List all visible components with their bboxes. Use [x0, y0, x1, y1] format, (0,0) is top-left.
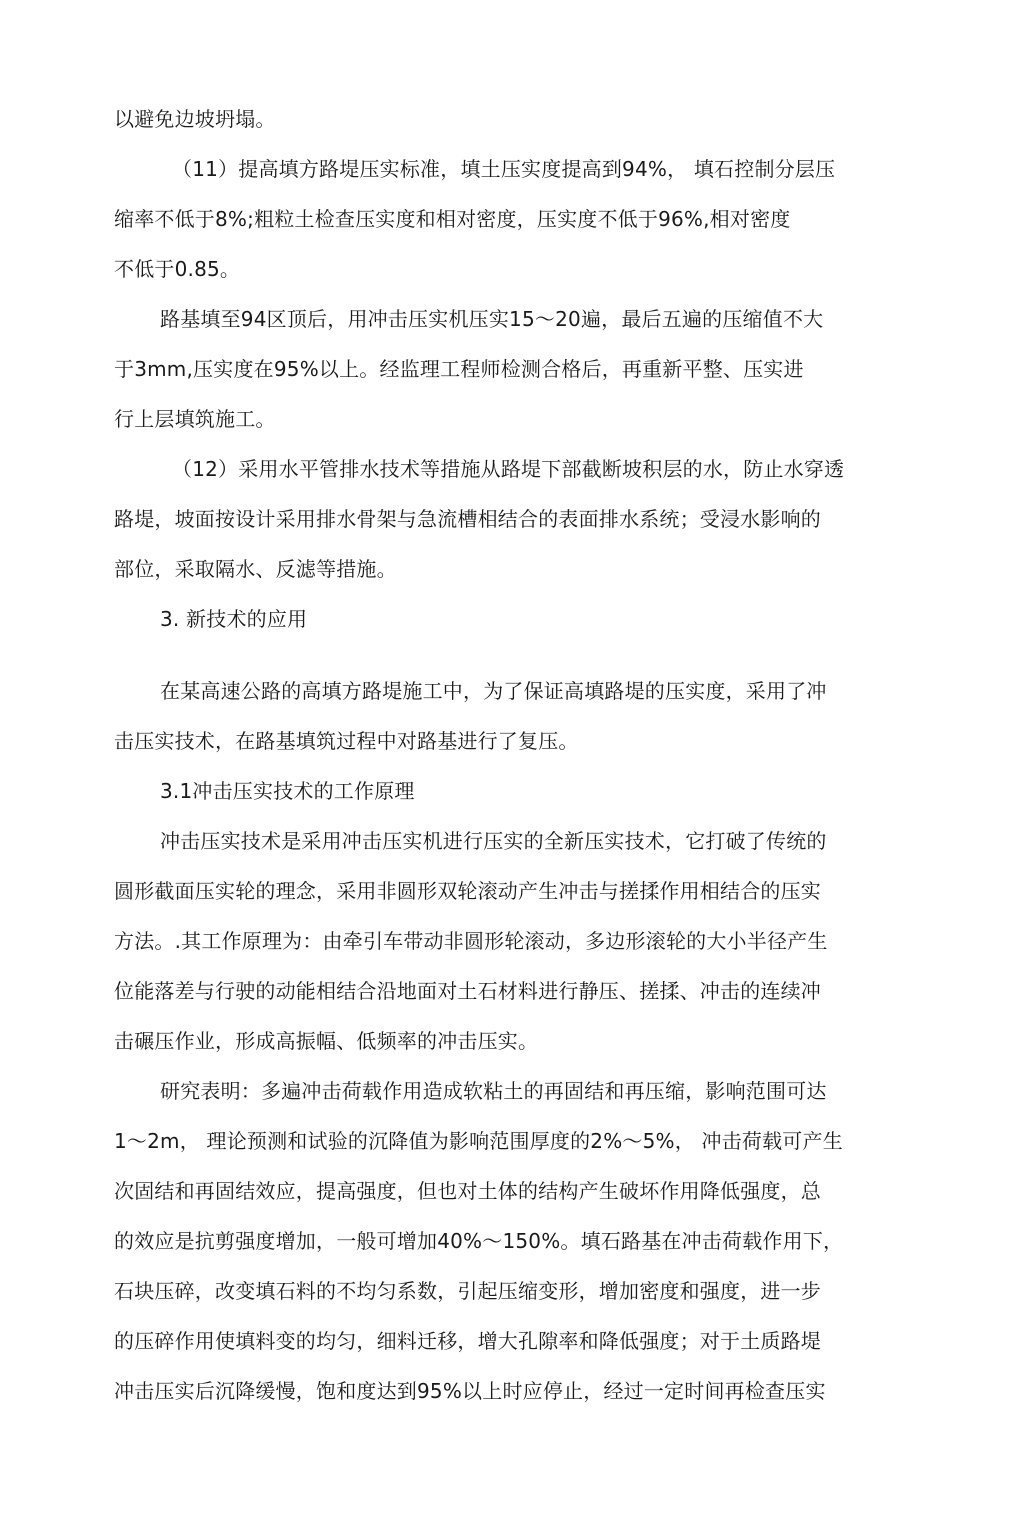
text-line: 不低于0.85。	[114, 257, 241, 281]
subsection-heading: 3.1冲击压实技术的工作原理	[160, 779, 415, 803]
text-line: 石块压碎，改变填石料的不均匀系数，引起压缩变形，增加密度和强度，进一步	[114, 1279, 821, 1303]
text-line: 研究表明：多遍冲击荷载作用造成软粘土的再固结和再压缩，影响范围可达	[160, 1079, 827, 1103]
text-line: 路基填至94区顶后，用冲击压实机压实15～20遍，最后五遍的压缩值不大	[160, 307, 824, 331]
text-line: 行上层填筑施工。	[114, 407, 276, 431]
text-line: 缩率不低于8%;粗粒土检查压实度和相对密度，压实度不低于96%,相对密度	[114, 207, 791, 231]
text-line: 路堤，坡面按设计采用排水骨架与急流槽相结合的表面排水系统；受浸水影响的	[114, 507, 821, 531]
text-line: 1～2m， 理论预测和试验的沉降值为影响范围厚度的2%～5%， 冲击荷载可产生	[114, 1129, 843, 1153]
section-heading: 3. 新技术的应用	[160, 607, 308, 631]
text-line: 次固结和再固结效应，提高强度，但也对土体的结构产生破坏作用降低强度，总	[114, 1179, 821, 1203]
text-line: 在某高速公路的高填方路堤施工中，为了保证高填路堤的压实度，采用了冲	[160, 679, 827, 703]
text-line: 部位，采取隔水、反滤等措施。	[114, 557, 397, 581]
text-line: 冲击压实后沉降缓慢，饱和度达到95%以上时应停止，经过一定时间再检查压实	[114, 1379, 826, 1403]
text-line: 的压碎作用使填料变的均匀，细料迁移，增大孔隙率和降低强度；对于土质路堤	[114, 1329, 821, 1353]
text-line: 位能落差与行驶的动能相结合沿地面对土石材料进行静压、搓揉、冲击的连续冲	[114, 979, 821, 1003]
text-line: 以避免边坡坍塌。	[114, 107, 276, 131]
text-line: 方法。.其工作原理为：由牵引车带动非圆形轮滚动，多边形滚轮的大小半径产生	[114, 929, 828, 953]
text-line: 于3mm,压实度在95%以上。经监理工程师检测合格后，再重新平整、压实进	[114, 357, 804, 381]
text-line: 击压实技术，在路基填筑过程中对路基进行了复压。	[114, 729, 579, 753]
text-line: （12）采用水平管排水技术等措施从路堤下部截断坡积层的水，防止水穿透	[172, 457, 845, 481]
text-line: （11）提高填方路堤压实标准，填土压实度提高到94%， 填石控制分层压	[172, 157, 836, 181]
text-line: 冲击压实技术是采用冲击压实机进行压实的全新压实技术，它打破了传统的	[160, 829, 827, 853]
text-line: 圆形截面压实轮的理念，采用非圆形双轮滚动产生冲击与搓揉作用相结合的压实	[114, 879, 821, 903]
text-line: 的效应是抗剪强度增加，一般可增加40%～150%。填石路基在冲击荷载作用下，	[114, 1229, 844, 1253]
text-line: 击碾压作业，形成高振幅、低频率的冲击压实。	[114, 1029, 539, 1053]
